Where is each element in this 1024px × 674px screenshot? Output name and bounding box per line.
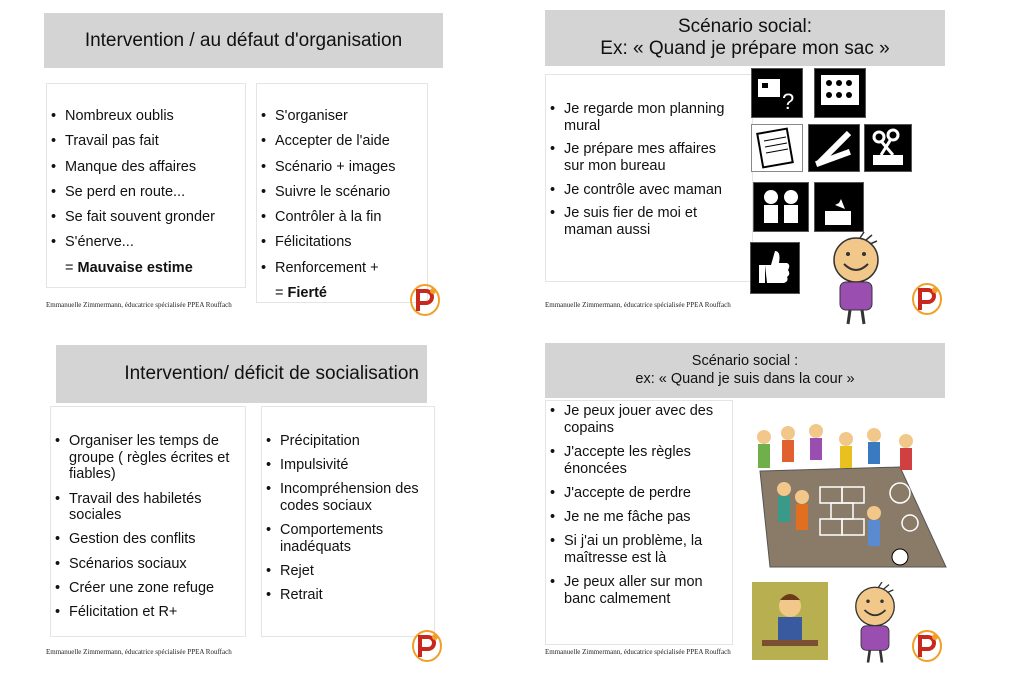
right-text-box bbox=[261, 406, 435, 637]
conclusion-emphasis: Mauvaise estime bbox=[77, 259, 193, 276]
playground-illustration bbox=[750, 417, 948, 571]
slide-title bbox=[56, 345, 427, 403]
text-box bbox=[545, 74, 753, 282]
right-text-box bbox=[256, 83, 428, 303]
list-item: • Si j'ai un problème, la maîtresse est là bbox=[546, 533, 730, 566]
list-item: • Contrôler à la fin bbox=[257, 209, 427, 226]
slide-title-text: Intervention / au défaut d'organisation bbox=[84, 29, 403, 51]
list-conclusion bbox=[257, 285, 427, 302]
list-item: • Gestion des conflits bbox=[51, 531, 237, 548]
list-item: • Comportements inadéquats bbox=[262, 522, 430, 555]
planning-pictogram bbox=[751, 68, 803, 118]
list-item: • J'accepte de perdre bbox=[546, 485, 730, 502]
left-text-box bbox=[46, 83, 246, 288]
list-item: • Manque des affaires bbox=[47, 159, 245, 176]
happy-boy-illustration bbox=[820, 232, 892, 328]
list-item: • Nombreux oublis bbox=[47, 108, 245, 125]
list-item: • S'énerve... bbox=[47, 234, 245, 251]
list-item: • Précipitation bbox=[262, 433, 430, 450]
list-item: • Je contrôle avec maman bbox=[546, 182, 736, 199]
logo-icon bbox=[910, 282, 944, 316]
slide-title bbox=[545, 10, 945, 66]
list-conclusion bbox=[47, 260, 245, 277]
list-item: • S'organiser bbox=[257, 108, 427, 125]
list-item: • Rejet bbox=[262, 563, 430, 580]
problems-list bbox=[47, 108, 245, 276]
logo-icon bbox=[408, 283, 442, 317]
happy-boy-illustration bbox=[842, 582, 908, 666]
scissors-pictogram bbox=[864, 124, 912, 172]
slide-scenario-cour bbox=[512, 337, 1024, 674]
slide-title bbox=[44, 13, 443, 68]
list-item: • Je regarde mon planning mural bbox=[546, 101, 736, 134]
conclusion-emphasis: Fierté bbox=[287, 284, 327, 301]
list-item: • Je peux aller sur mon banc calmement bbox=[546, 574, 730, 607]
logo-icon bbox=[910, 629, 944, 663]
conclusion-prefix: = bbox=[275, 284, 288, 301]
scenario-steps-list bbox=[546, 403, 730, 607]
text-box bbox=[545, 400, 733, 645]
list-item: • Travail des habiletés sociales bbox=[51, 491, 237, 524]
slide-title-text: Intervention/ déficit de socialisation bbox=[124, 363, 419, 384]
bag-pictogram bbox=[814, 182, 864, 232]
list-item: • Travail pas fait bbox=[47, 133, 245, 150]
slide-scenario-sac bbox=[512, 0, 1024, 337]
list-item: • Renforcement + bbox=[257, 260, 427, 277]
svg-text:?: ? bbox=[782, 89, 795, 114]
list-item: • Félicitation et R+ bbox=[51, 604, 237, 621]
list-item: • Félicitations bbox=[257, 234, 427, 251]
check-with-mom-pictogram bbox=[753, 182, 809, 232]
scenario-steps-list bbox=[546, 101, 736, 239]
solutions-list bbox=[257, 108, 427, 302]
pencil-pictogram bbox=[808, 124, 860, 172]
difficulties-list bbox=[262, 433, 430, 604]
list-item: • Se fait souvent gronder bbox=[47, 209, 245, 226]
list-item: • Je peux jouer avec des copains bbox=[546, 403, 730, 436]
slide-footer: Emmanuelle Zimmermann, éducatrice spécialisée PPEA Rouffach bbox=[545, 648, 731, 656]
list-item: • Suivre le scénario bbox=[257, 184, 427, 201]
slide-footer: Emmanuelle Zimmermann, éducatrice spécialisée PPEA Rouffach bbox=[46, 301, 232, 309]
school-supplies-pictogram bbox=[814, 68, 866, 118]
list-item: • Se perd en route... bbox=[47, 184, 245, 201]
list-item: • Accepter de l'aide bbox=[257, 133, 427, 150]
list-item: • Incompréhension des codes sociaux bbox=[262, 481, 430, 514]
slide-socialisation bbox=[0, 337, 512, 674]
list-item: • Scénario + images bbox=[257, 159, 427, 176]
interventions-list bbox=[51, 433, 237, 621]
slide-title bbox=[545, 343, 945, 398]
list-item: • J'accepte les règles énoncées bbox=[546, 444, 730, 477]
list-item: • Créer une zone refuge bbox=[51, 580, 237, 597]
left-text-box bbox=[50, 406, 246, 637]
list-item: • Je prépare mes affaires sur mon bureau bbox=[546, 141, 736, 174]
conclusion-prefix: = bbox=[65, 259, 78, 276]
list-item: • Je suis fier de moi et maman aussi bbox=[546, 205, 736, 238]
list-item: • Organiser les temps de groupe ( règles écrites et fiables) bbox=[51, 433, 237, 483]
slide-title-line1: Scénario social : bbox=[691, 353, 799, 370]
slide-title-line2: Ex: « Quand je prépare mon sac » bbox=[600, 38, 890, 59]
slide-title-line2: ex: « Quand je suis dans la cour » bbox=[635, 370, 855, 387]
slide-organisation bbox=[0, 0, 512, 337]
list-item: • Retrait bbox=[262, 587, 430, 604]
slide-title-line1: Scénario social: bbox=[677, 16, 813, 38]
list-item: • Je ne me fâche pas bbox=[546, 509, 730, 526]
notebook-pictogram bbox=[751, 124, 803, 172]
list-item: • Impulsivité bbox=[262, 457, 430, 474]
slide-footer: Emmanuelle Zimmermann, éducatrice spécialisée PPEA Rouffach bbox=[46, 648, 232, 656]
thumbs-up-pictogram bbox=[750, 242, 800, 294]
slide-footer: Emmanuelle Zimmermann, éducatrice spécialisée PPEA Rouffach bbox=[545, 301, 731, 309]
list-item: • Scénarios sociaux bbox=[51, 556, 237, 573]
child-on-bench-illustration bbox=[752, 582, 828, 660]
logo-icon bbox=[410, 629, 444, 663]
